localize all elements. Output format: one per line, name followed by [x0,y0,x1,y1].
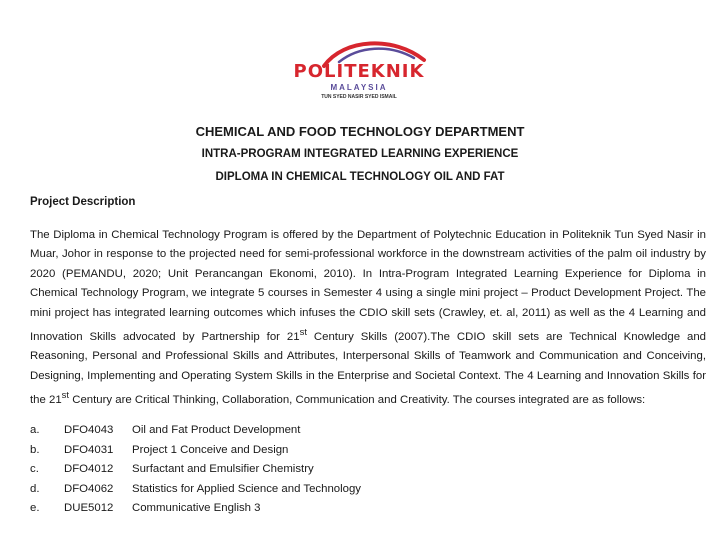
course-code: DFO4012 [64,463,114,476]
course-code: DFO4062 [64,482,114,495]
course-letter: e. [30,502,40,515]
diploma-heading: DIPLOMA IN CHEMICAL TECHNOLOGY OIL AND FAT [215,171,505,183]
list-item [30,463,361,483]
program-heading: INTRA-PROGRAM INTEGRATED LEARNING EXPERIENCE [201,148,519,160]
course-title: Surfactant and Emulsifier Chemistry [132,463,314,476]
course-code: DUE5012 [64,502,114,515]
logo-country: MALAYSIA [330,83,388,92]
course-title: Project 1 Conceive and Design [132,443,289,456]
course-letter: c. [30,463,39,476]
list-item [30,483,361,503]
superscript-st: st [61,390,70,402]
section-title: Project Description [30,196,136,208]
course-letter: b. [30,443,40,456]
project-description [30,226,706,410]
course-title: Statistics for Applied Science and Technology [132,482,362,495]
course-list [30,424,361,522]
list-item [30,444,361,464]
description-part-1: The Diploma in Chemical Technology Program is offered by the Department of Polytechnic Education in Politeknik Tun Syed Nasir in Muar, Johor in response to the projected need for semi-professional workforce in the downstream activities of the palm oil industry by 2020 (PEMANDU, 2020; Unit Perancangan Ekonomi, 2010). In Intra-Program Integrated Learning Experience for Diploma in Chemical Technology Program, we integrate 5 courses in Semester 4 using a single mini project – Product Development Project. The mini project has integrated learning outcomes which infuses the CDIO skill sets (Crawley, et. al, 2011) as well as the 4 Learning and Innovation Skills advocated by Partnership for 21 [30,229,706,343]
department-heading: CHEMICAL AND FOOD TECHNOLOGY DEPARTMENT [195,124,525,139]
superscript-st: st [299,327,307,339]
course-letter: a. [30,424,40,436]
course-title: Oil and Fat Product Development [132,424,301,436]
logo-campus: TUN SYED NASIR SYED ISMAIL [321,94,397,100]
description-part-3: Century are Critical Thinking, Collaboration, Communication and Creativity. The courses integrated are as follows: [69,393,646,406]
course-letter: d. [30,482,40,495]
course-code: DFO4031 [64,443,114,456]
list-item [30,424,361,444]
politeknik-logo [284,36,434,106]
description-part-2: Century Skills (2007).The CDIO skill sets are Technical Knowledge and Reasoning, Personal and Professional Skills and Attributes, Interpersonal Skills of Teamwork and Communication and Conceiving, Designing, Implementing and Operating System Skills in the Enterprise and Societal Context. The 4 Learning and Innovation Skills for the 21 [30,330,706,406]
list-item [30,502,361,522]
logo-wordmark: POLITEKNIK [293,61,425,82]
course-title: Communicative English 3 [132,502,261,515]
course-code: DFO4043 [64,424,114,436]
